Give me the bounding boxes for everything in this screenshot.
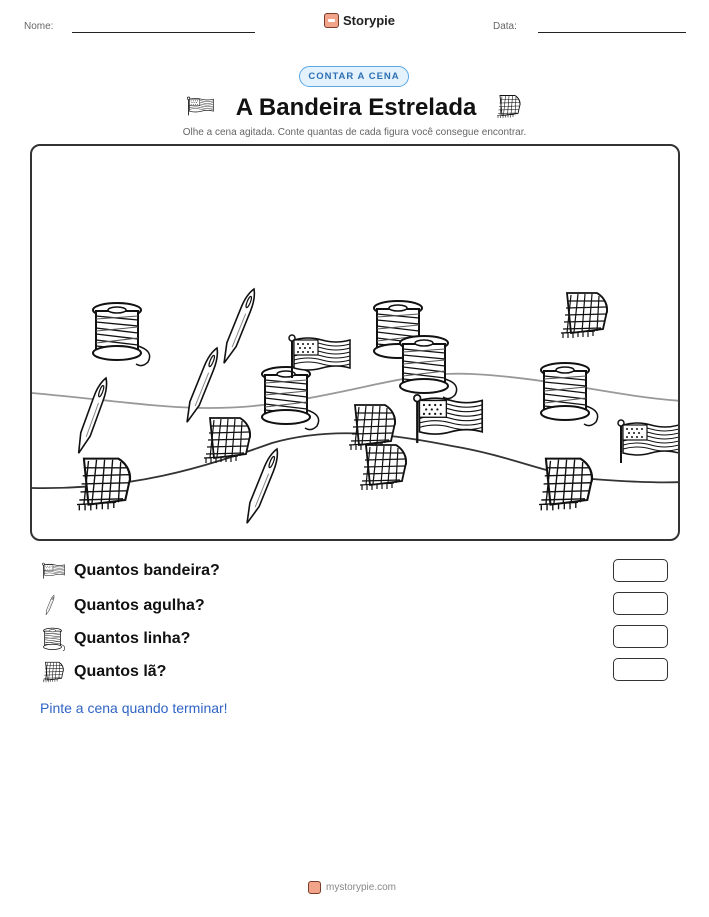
question-text: Quantos agulha? — [74, 597, 205, 614]
storypie-icon — [308, 881, 321, 894]
wool — [77, 459, 130, 511]
name-label: Nome: — [24, 21, 54, 32]
activity-badge: CONTAR A CENA — [299, 66, 409, 87]
spool — [400, 336, 457, 399]
flag-icon — [186, 94, 216, 118]
instructions: Olhe a cena agitada. Conte quantas de cada figura você consegue encontrar. — [182, 127, 527, 138]
needle — [242, 447, 281, 525]
flag — [414, 395, 482, 443]
page-title-row — [0, 92, 709, 122]
footer-url: mystorypie.com — [326, 882, 397, 893]
wool-icon — [42, 660, 66, 684]
wool — [360, 445, 406, 490]
page-title: A Bandeira Estrelada — [235, 94, 477, 121]
needle-icon — [42, 594, 66, 618]
question-row — [42, 627, 190, 651]
answer-box[interactable] — [613, 559, 668, 582]
flag — [618, 420, 679, 463]
scene-illustration — [32, 146, 680, 541]
scene-frame[interactable] — [30, 144, 680, 541]
spool — [93, 303, 150, 366]
wool — [539, 459, 592, 511]
wool-icon — [495, 92, 523, 118]
date-label: Data: — [493, 21, 517, 32]
question-row — [42, 561, 220, 581]
footer — [308, 881, 396, 894]
brand-name: Storypie — [343, 13, 396, 28]
date-field[interactable] — [538, 32, 686, 33]
brand-logo — [324, 13, 395, 28]
needle — [219, 287, 258, 365]
wool — [561, 293, 607, 338]
wool — [349, 405, 395, 450]
storypie-icon — [324, 13, 339, 28]
spool — [541, 363, 598, 426]
needle — [182, 346, 221, 424]
question-text: Quantos bandeira? — [74, 562, 220, 579]
question-text: Quantos linha? — [74, 630, 191, 647]
question-row — [42, 594, 205, 618]
needle — [74, 376, 111, 455]
flag-icon — [42, 561, 66, 581]
wool — [204, 418, 250, 463]
answer-box[interactable] — [613, 658, 668, 681]
answer-box[interactable] — [613, 592, 668, 615]
name-field[interactable] — [72, 32, 255, 33]
finish-instruction: Pinte a cena quando terminar! — [40, 700, 228, 716]
question-row — [42, 660, 166, 684]
answer-box[interactable] — [613, 625, 668, 648]
thread-spool-icon — [42, 627, 66, 651]
question-text: Quantos lã? — [74, 663, 167, 680]
